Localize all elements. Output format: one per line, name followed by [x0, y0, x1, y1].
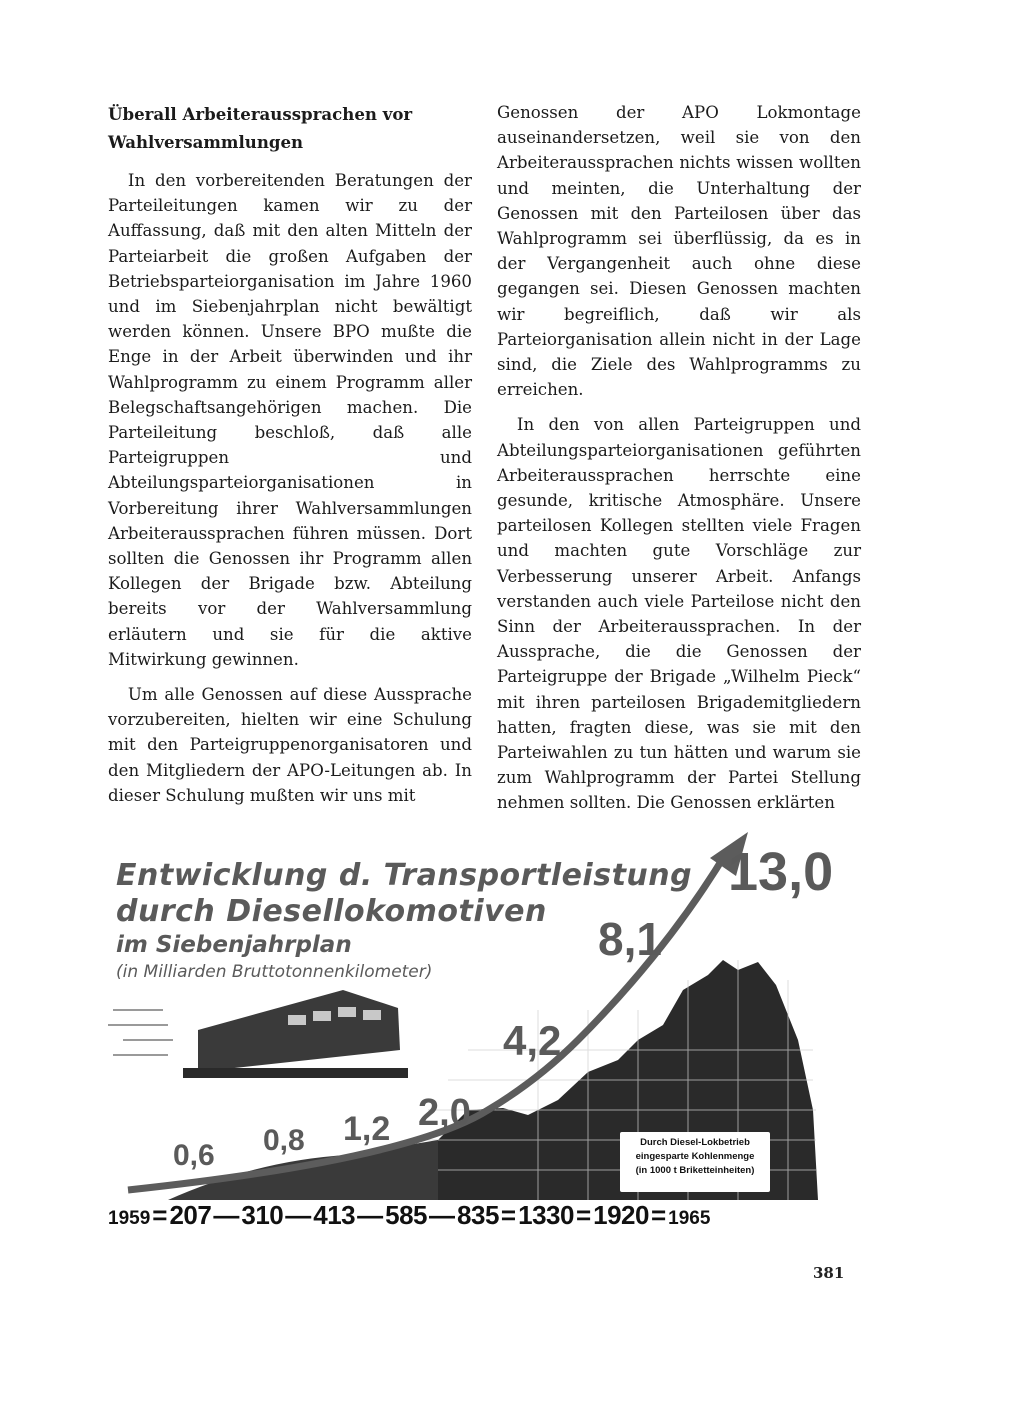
value-label: 0,8 — [263, 1124, 305, 1157]
coal-value: 585 — [385, 1200, 428, 1230]
coal-value: 207 — [169, 1200, 212, 1230]
coal-value: 1330 — [518, 1200, 574, 1230]
value-label: 2,0 — [418, 1092, 471, 1134]
legend-box — [620, 1132, 770, 1192]
graphic-title-line-1: Entwicklung d. Transportleistung — [116, 858, 693, 893]
locomotive-icon — [108, 990, 408, 1078]
paragraph-left-1: In den vorbereitenden Beratungen der Parteileitungen kamen wir zu der Auffassung, daß mit den alten Mitteln der Parteiarbeit die großen Aufgaben der Betriebsparteiorganisation im Jahre 1960 und im Siebenjahrplan nicht bewältigt werden können. Unsere BPO mußte die Enge in der Arbeit überwinden und ihr Wahlprogramm zu einem Programm aller Belegschaftsangehörigen machen. Die Parteileitung beschloß, daß alle Parteigruppen und Abteilungsparteiorganisationen in Vorbereitung ihrer Wahlversammlungen Arbeiteraussprachen führen müssen. Dort sollten die Genossen ihr Programm allen Kollegen der Brigade bzw. Abteilung bereits vor der Wahlversammlung erläutern und sie für die aktive Mitwirkung gewinnen. — [108, 171, 472, 669]
coal-value: 1920 — [593, 1200, 649, 1230]
graphic-title-line-2: durch Diesellokomotiven — [116, 894, 547, 929]
paragraph-right-1: Genossen der APO Lokmontage auseinandersetzen, weil sie von den Arbeiteraussprachen nichts wissen wollten und meinten, die Unterhaltung der Genossen mit den Parteilosen über das Wahlprogramm sei überflüssig, da es in der Vergangenheit auch ohne diese gegangen sei. Diesen Genossen machten wir begreiflich, daß wir als Parteiorganisation allein nicht in der Lage sind, die Ziele des Wahlprogramms zu erreichen. — [497, 103, 861, 400]
legend-line-3: (in 1000 t Briketteinheiten) — [635, 1165, 755, 1176]
infographic — [108, 810, 848, 1250]
page-number: 381 — [813, 1264, 845, 1282]
start-year: 1959 — [108, 1208, 151, 1229]
value-label: 1,2 — [343, 1110, 391, 1148]
heading-line-1: Überall Arbeiteraussprachen vor — [108, 104, 413, 124]
value-label: 13,0 — [728, 842, 834, 902]
left-column — [108, 100, 472, 818]
graphic-title-line-4: (in Milliarden Bruttotonnenkilometer) — [116, 962, 433, 982]
coal-value: 310 — [241, 1200, 284, 1230]
value-label: 8,1 — [598, 913, 662, 965]
value-label: 0,6 — [173, 1139, 215, 1172]
section-heading — [108, 100, 472, 156]
heading-line-2: Wahlversammlungen — [108, 132, 304, 152]
value-label: 4,2 — [503, 1017, 562, 1064]
coal-savings-row: 1959=207—310—413—585—835=1330=1920= 1965 — [108, 1200, 711, 1230]
legend-line-2: eingesparte Kohlenmenge — [635, 1151, 755, 1162]
graphic-title-line-3: im Siebenjahrplan — [116, 932, 352, 958]
paragraph-right-2: In den von allen Parteigruppen und Abteilungsparteiorganisationen geführten Arbeiteraussprachen herrschte eine gesunde, kritische Atmosphäre. Unsere parteilosen Kollegen stellten viele Fragen und machten gute Vorschläge zur Verbesserung unserer Arbeit. Anfangs verstanden auch viele Parteilose nicht den Sinn der Arbeiteraussprachen. In der Aussprache, die die Genossen der Parteigruppe der Brigade „Wilhelm Pieck“ mit ihren parteilosen Brigademitgliedern hatten, fragten diese, was sie mit den Parteiwahlen zu tun hätten und warum sie zum Wahlprogramm der Partei Stellung nehmen sollten. Die Genossen erklärten — [497, 415, 861, 813]
paragraph-left-2: Um alle Genossen auf diese Aussprache vorzubereiten, hielten wir eine Schulung mit den Parteigruppenorganisatoren und den Mitgliedern der APO-Leitungen ab. In dieser Schulung mußten wir uns mit — [108, 685, 472, 805]
coal-value: 835 — [457, 1200, 499, 1230]
coal-value: 413 — [313, 1200, 356, 1230]
right-column — [497, 100, 861, 826]
end-year: 1965 — [668, 1208, 711, 1229]
legend-line-1: Durch Diesel-Lokbetrieb — [640, 1137, 750, 1148]
